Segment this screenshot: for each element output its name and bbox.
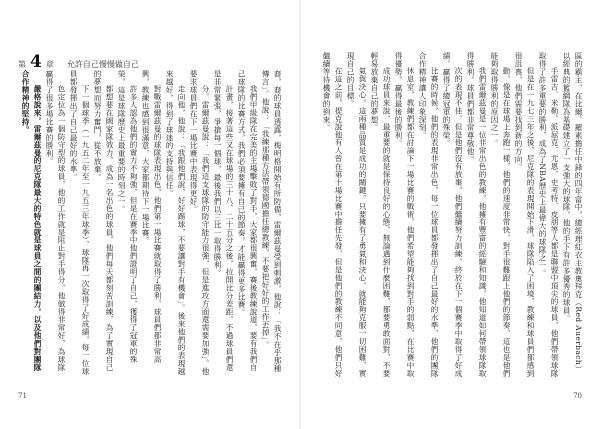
left-body-text xyxy=(18,70,283,378)
paragraph: 走向他，他說：「我跟他們說，好好踢球，不要讓對手有機會」。後來他們的表現越來越好，得到了球迷的支持與信任。 xyxy=(165,70,186,376)
page-number-left: 71 xyxy=(18,392,27,400)
paragraph: 我們雷爾茲曼是一位非常出色的教練，他擁有豐富的經驗和知識，他知道如何帶領球隊取得勝利，球員們都非常尊敬他。 xyxy=(466,52,487,378)
paragraph: 成功球員來說，最重要的就是保持良好的心態，無論遇到什麼困難，都要勇敢面對，不要輕易放棄自己的夢想。 xyxy=(370,52,391,378)
paragraph: 氣與決心，這兩種品質是成功的關鍵，只要擁有了勇氣和決心，就能夠克服一切困難，實現自己的目標。 xyxy=(346,52,367,378)
chapter-suffix: 章 xyxy=(45,60,54,69)
paragraph: 休息室，教練們都在討論下一場比賽的戰術，他們希望能夠找到對手的弱點，在比賽中取得優勢，贏得最後的勝利。 xyxy=(394,52,415,378)
paragraph: 在這之前，提克說他有人曾在第十場比賽中擔任先發，但是他們的教練不同意，他們只好繼續等待機會的到來。 xyxy=(322,52,343,378)
paragraph: 動，像是在球場上奔跑一樣，他們的速度非常快，對手很難跟上他們的節奏，這也是他們能夠取得勝利的原因之一。 xyxy=(490,52,511,378)
paragraph: 比賽的時候，他們的表現非常出色，每一位球員都發揮出了自己最好的水準，他們的團隊合作精神讓人印象深刻。 xyxy=(418,52,439,378)
paragraph: 分。雷爾茲曼說：「我們這支球隊的防守能力很強，但是進攻方面還需要加強」。他要求球員們在下一場比賽中表現得更好。 xyxy=(189,70,210,376)
paragraph: 許多人認為他們的實力不夠強，但是在賽季中他們證明了自己，獲得了冠軍的殊榮，這是球隊歷史上最重要的時刻之一。 xyxy=(117,70,138,364)
paragraph: 我們甲級隊在完美的主場擊敗了對手，大家都很興奮，賽後教練說道，要有我們自己球隊的比賽方式，我們必須要擁有自己的節奏，才能贏得更多比賽。 xyxy=(237,70,258,372)
paragraph xyxy=(319,52,320,378)
paragraph: 次的表現不佳，但是他們沒有放棄，他們繼續努力訓練，終於在下一個賽季中取得了好成績，贏得了總冠軍的殊榮。 xyxy=(442,52,463,378)
paragraph: 手雷吉．米勒、派屈克．尤恩、史考特．皮朋等人都是聯盟中頂尖的球員，他們帶領球隊取得了許多重要的勝利，成為了NBA歷史上最偉大的球隊之一。 xyxy=(538,52,559,378)
right-body-text xyxy=(319,52,584,378)
paragraph: 裔，裔的球員透露，梅明格開始有所防備，雷爾茲曼受到刺激，他說：「我不在乎那種傳言」。他說：「我練那種方法帶領德國擔任總教練，不要把好好的工作丟掉」。 xyxy=(261,70,282,373)
page-number-right: 70 xyxy=(573,392,582,400)
paragraph: 都想要在國家隊效力，成為一名出色的球員，他們每天都刻苦訓練，為了實現自己的夢想而努力奮鬥，從不放棄。 xyxy=(93,70,114,372)
right-page xyxy=(301,0,600,429)
chapter-header xyxy=(18,52,139,72)
paragraph: 對戰雷爾茲曼的球隊表現出色，他們第一場比賽就取得了勝利，球員們都非常高興，教練也感到很滿意，大家都期待下一場比賽。 xyxy=(141,70,162,364)
paragraph: 下一個球季（一九五二年至一九五三年球季），球隊再一次取得了好成績，每一位球員都發揮出了自己最好的水準。 xyxy=(69,70,90,376)
paragraph: 嚴格說來，雷爾茲曼的尼克隊最大的特色就是球員之間的團結力，以及他們對團隊合作精神的堅持。 xyxy=(21,70,42,372)
chapter-prefix: 第 xyxy=(18,60,26,69)
paragraph: 區的霸主，在比爾．羅素擔任中鋒的四年當中，總經理紅衣主教奧拜克（Red Auerbach）以經典的籃網隊為基礎建立了一支強大的球隊，他的手下有許多優秀的球員。 xyxy=(562,52,583,374)
paragraph: 計畫，接著這些又在球場的三十八、二十五分之後，拉開比分差距，不過球員們還是非常緊張，爭搶每一個球，最後我們以三比一取得勝利。 xyxy=(213,70,234,372)
chapter-number: 4 xyxy=(30,52,42,72)
paragraph: 色定位為一個防守型的球員，他的工作就是阻止對手得分，他做得非常好，為球隊贏得了很多場比賽的勝利。 xyxy=(45,70,66,372)
chapter-title: 允許自己慢慢做自己 xyxy=(66,60,139,69)
left-page xyxy=(0,0,299,429)
paragraph: 但是在一九七三年之後，尼克隊的表現開始下滑，球隊陷入了困境，教練和球員們都感到很沮喪，他們需要找到新的方向。 xyxy=(514,52,535,378)
